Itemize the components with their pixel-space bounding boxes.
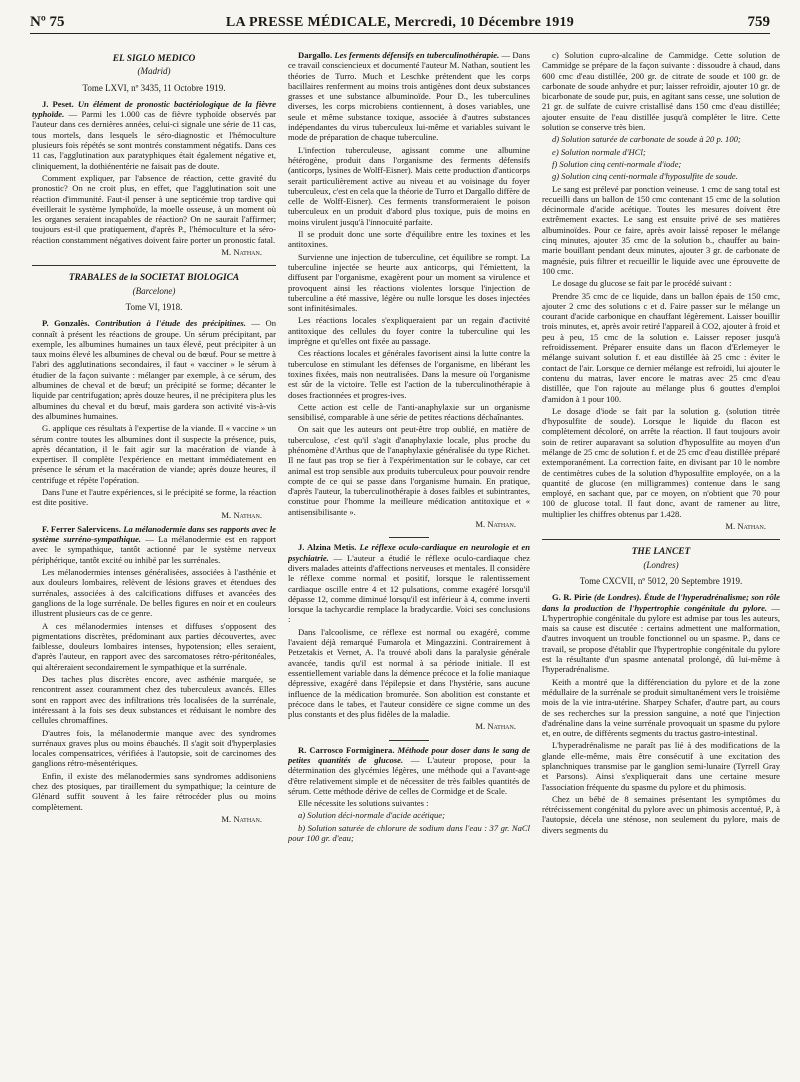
signature: M. Nathan. (221, 509, 262, 520)
article-paragraph: Les mélanodermies intenses généralisées, associées à l'asthénie et aux douleurs lombaires, relèvent de lésions graves et étendues des surrénales, associées à des calcifications diffuses et avancées des ganglions de la loge surrénale. De belles figures en noir et en couleurs illustrent plusieurs cas de ce genre. (32, 567, 276, 619)
article-paragraph: Dans l'une et l'autre expériences, si le précipité se forme, la réaction est dite positive. (32, 486, 276, 508)
article-paragraph: Des taches plus discrètes encore, avec asthénie marquée, se rencontrent assez couramment chez des tuberculeux avancés. Elles sont en rapport avec des infiltrations très localisées de la surrénale, intéressant à la fois ses deux substances et réduisant le nombre des cellules chromaffines. (32, 674, 276, 726)
source-title: TRABALES de la SOCIETAT BIOLOGICA (68, 273, 240, 284)
column-middle (288, 50, 530, 1076)
article-paragraph: g) Solution cinq centi-normale d'hyposulfite de soude. (552, 171, 738, 182)
article-paragraph: Comment expliquer, par l'absence de réaction, cette gravité du pronostic? On ne croit plus, en effet, que l'agglutination soit une réaction d'immunité. Faut-il penser à une septicémie trop tardive qui éveillerait le système lymphoïde, la moelle osseuse, à un moment où les organes seraient incapables de réaction? On ne saurait l'affirmer; toujours est-il que pratiquement, d'après P., l'hémoculture et la séro-réaction constamment négatives doivent faire porter un pronostic fatal. (32, 172, 276, 245)
article-paragraph: c) Solution cupro-alcaline de Cammidge. Cette solution de Cammidge se prépare de la façon suivante : dissoudre à chaud, dans 600 cmc d'eau distillée, 200 gr. de citrate de soude et 100 gr. de carbonate de soude anhydre et pur; laisser refroidir, ajouter 10 gr. de bicarbonate de soude pur, puis, en agitant sans cesse, une solution de 21 gr. de sulfate de cuivre cristallisé dans 150 cmc d'eau distillée; ajouter ensuite de l'eau distillée jusqu'à compléter le litre. Cette solution se conserve très bien. (542, 50, 780, 133)
article-title: Le réflexe oculo-cardiaque en neurologie et en psychiatrie. (288, 542, 530, 563)
article-paragraph: d) Solution saturée de carbonate de soude à 20 p. 100; (552, 134, 741, 145)
article-paragraph: a) Solution déci-normale d'acide acétique; (298, 810, 445, 821)
section-divider (389, 740, 429, 741)
signature: M. Nathan. (475, 519, 516, 530)
article-author: J. Peset. (42, 98, 74, 109)
source-issue: Tome VI, 1918. (125, 301, 183, 312)
column-right (542, 50, 780, 1076)
article-paragraph: Le sang est prélevé par ponction veineuse. 1 cmc de sang total est recueilli dans un ballon de 150 cmc contenant 15 cmc de la solution décinormale d'acide acétique. Toutes les mesures doivent être extrêmement exactes. Le sang est ensuite privé de ses matières albuminoïdes. Pour ce faire, après avoir laissé reposer le mélange cinq minutes, ajouter 35 cmc de la solution b., chauffer au bain-marie bouillant pendant deux minutes, ajouter 3 gr. de carbonate de magnésie, puis filtrer et recueillir le liquide avec une éprouvette de 100 cmc. (542, 183, 780, 276)
source-place: (Barcelone) (132, 285, 176, 296)
article-paragraph: Cette action est celle de l'anti-anaphylaxie sur un organisme sensibilisé, comparable à une série de petites réactions déchaînantes. (288, 401, 530, 423)
source-place: (Madrid) (137, 66, 171, 77)
article-author: G. R. Pirie (552, 592, 592, 603)
article-paragraph: L'hyperadrénalisme ne paraît pas lié à des modifications de la glande elle-même, mais être consécutif à une excitation des splanchniques transmise par le ganglion semi-lunaire (Tyrrell Gray et Parsons). Ainsi s'expliquerait dans une certaine mesure l'association fréquente du spasme du pylore et du phimosis. (542, 740, 780, 792)
article-paragraph: Le dosage d'iode se fait par la solution g. (solution titrée d'hyposulfite de soude). Lorsque le liquide du flacon est complètement décoloré, on arrête la réaction. Il faut toujours avoir soin de retirer auparavant sa solution d'hyposulfite au moyen d'un mélange de 25 cmc de solution f. et de 25 cmc d'eau distillée préparé extemporanément. La correction faite, en divisant par 10 le nombre de centimètres cubes de la solution d'hyposulfite employée, on a la quantité de glucose (en milligrammes) contenue dans le sang employé, en sachant que, par ce moyen, on n'obtient que 70 pour 100 de glucose total. Il faut donc, avant de ramener au litre, multiplier les chiffres obtenus par 1.428. (542, 405, 780, 519)
section-divider (32, 265, 276, 266)
article-paragraph: Enfin, il existe des mélanodermies sans syndromes addisoniens chez des ptosiques, par tiraillement du sympathique; la ceinture de Glénard suffit souvent à les faire rétrocéder plus ou moins complètement. (32, 770, 276, 812)
source-title: EL SIGLO MEDICO (112, 54, 196, 64)
page-header (30, 14, 770, 34)
article-paragraph: Chez un bébé de 8 semaines présentant les symptômes du rétrécissement congénital du pylore avec un phimosis accentué, P., à l'autopsie, décela une sténose, non seulement du pylore, mais de divers segments du (542, 793, 780, 835)
article-paragraph: Survienne une injection de tuberculine, cet équilibre se rompt. La tuberculine injectée se heurte aux anticorps, qui l'émiettent, la diffusent par l'organisme, exagèrent pour un moment sa virulence et provoquent ainsi les réactions violentes lorsque l'injection de tuberculine a été massive, légère ou nulle lorsque les doses injectées sont infinitésimales. (288, 251, 530, 314)
article-paragraph: J. Alzina Metis. Le réflexe oculo-cardiaque en neurologie et en psychiatrie. — L'auteur a étudié le réflexe oculo-cardiaque chez divers malades atteints d'affections nerveuses et mentales. Il considère le réflexe comme normal et positif, lorsque le ralentissement cardiaque oscille entre 4 et 12 pulsations, comme exagéré lorsqu'il dépasse 12, comme diminué lorsqu'il est inférieur à 4, comme inverti lorsque la tachycardie remplace la bradycardie. Voici ses conclusions : (288, 542, 530, 625)
signature: M. Nathan. (221, 813, 262, 824)
article-paragraph: Elle nécessite les solutions suivantes : (298, 798, 429, 809)
article-paragraph: Le dosage du glucose se fait par le procédé suivant : (552, 278, 732, 289)
column-left (32, 50, 276, 1076)
article-paragraph: f) Solution cinq centi-normale d'iode; (552, 158, 682, 169)
article-title: Les ferments défensifs en tuberculinothérapie. (334, 50, 500, 60)
article-paragraph: Les réactions locales s'expliqueraient par un regain d'activité antitoxique des cellules du foyer contre la tuberculine qui les imprègne et qu'elles ont fixée au passage. (288, 315, 530, 347)
article-author: P. Gonzalès. (42, 318, 90, 329)
article-paragraph: L'infection tuberculeuse, agissant comme une albumine hétérogène, produit dans l'organisme des ferments défensifs (anticorps, lysines de Wolff-Eisner). Mais cette production d'anticorps serait particulièrement active au niveau et au voisinage du foyer tuberculeux, c'est en cela que la théorie de Turro et Dargallo diffère de celle de Wolff-Eisner). Ces ferments transformeraient le poison tuberculeux en un produit d'abord plus toxique, puis de moins en moins virulent jusqu'à l'innocuité parfaite. (288, 144, 530, 227)
source-issue: Tome LXVI, nº 3435, 11 Octobre 1919. (82, 82, 226, 93)
article-paragraph: R. Carrosco Formiginera. Méthode pour doser dans le sang de petites quantités de glucose. — L'auteur propose, pour la détermination des glycémies légères, une méthode qui a l'avant-age d'être relativement simple et de nécessiter de très faibles quantités de sérum. Cette méthode dérive de celles de Cormidge et de Scale. (288, 744, 530, 796)
journal-title: LA PRESSE MÉDICALE, Mercredi, 10 Décembre 1919 (225, 15, 575, 30)
section-divider (542, 539, 780, 540)
article-paragraph: b) Solution saturée de chlorure de sodium dans l'eau : 37 gr. NaCl pour 100 gr. d'eau; (288, 822, 530, 844)
article-paragraph: F. Ferrer Salervicens. La mélanodermie dans ses rapports avec le système surréno-sympathique. — La mélanodermie est en rapport avec le sympathique, tantôt actionné par le système nerveux périphérique, tantôt excité ou inhibé par les surrénales. (32, 523, 276, 565)
article-author: F. Ferrer Salervicens. (42, 523, 121, 534)
article-paragraph: e) Solution normale d'HCl; (552, 146, 646, 157)
article-paragraph: A ces mélanodermies intenses et diffuses s'opposent des pigmentations discrètes, prédominant aux parties découvertes, avec faiblesse, douleurs lombaires intenses, hypotension; elles seraient, d'après l'auteur, en rapport avec des sarcomatoses rétro-péritonéales, qui altéreraient secondairement le sympathique et la surrénale. (32, 620, 276, 672)
signature: M. Nathan. (221, 247, 262, 258)
article-paragraph: P. Gonzalès. Contribution à l'étude des précipitines. — On connaît à présent les réactions de groupe. Un sérum précipitant, par exemple, les albumines humaines un taux élevé, peut précipiter à un taux moins élevé les albumines de cheval ou de bœuf. Pour se mettre à l'abri des agglutinations secondaires, il faut « vacciner » le sérum à étudier de la façon suivante : mélanger par exemple, à ce sérum, des albumines de cheval et de bœuf; un précipité se forme; décanter le liquide par centrifugation; après douze heures, il ne précipitera plus les albumines du cheval et du bœuf, mais gardera son activité vis-à-vis des albumines humaines. (32, 318, 276, 421)
source-place: (Londres) (643, 559, 679, 570)
article-paragraph: J. Peset. Un élément de pronostic bactériologique de la fièvre typhoïde. — Parmi les 1.000 cas de fièvre typhoïde observés par l'auteur dans ces dernières années, celui-ci signale une série de 11 cas, tous mortels, dans lesquels le séro-diagnostic et l'hémoculture plusieurs fois répétés se sont montrés constamment négatifs. Dans ces 11 cas, l'agglutination aux paratyphiques était également négative et, cliniquement, la dothiénentérie ne faisait pas de doute. (32, 98, 276, 171)
issue-number: Nº 75 (30, 14, 65, 30)
article-title: La mélanodermie dans ses rapports avec le système surréno-sympathique. (32, 523, 276, 545)
article-title: Un élément de pronostic bactériologique de la fièvre typhoïde. (32, 98, 276, 120)
source-issue: Tome CXCVII, nº 5012, 20 Septembre 1919. (579, 575, 743, 586)
article-author: Dargallo. (298, 50, 333, 60)
article-paragraph: Prendre 35 cmc de ce liquide, dans un ballon épais de 150 cmc, ajouter 2 cmc des solutions c et d. Faire passer sur le mélange un courant d'acide carbonique en chauffant légèrement. Laisser bouillir trois minutes, et, après avoir retiré l'appareil à CO2, ajouter à froid et peu à peu, 15 cmc de la solution e. Laisser reposer jusqu'à refroidissement. Préparer ensuite dans un flacon d'Erlemeyer le mélange suivant solution f. et eau distillée àà 25 cmc : éviter le contact de l'air. Lorsque ce dernier mélange est refroidi, lui ajouter le contenu du matras, laver encore le matras avec 25 cmc d'eau distillée, que l'on rajoute au mélange plus 6 gouttes d'emploi d'amidon à 1 pour 100. (542, 290, 780, 404)
article-paragraph: Il se produit donc une sorte d'équilibre entre les toxines et les antitoxines. (288, 229, 530, 250)
article-paragraph: Ces réactions locales et générales favorisent ainsi la lutte contre la tuberculose en stimulant les défenses de l'organisme, en libérant les toxines fixées, mais non neutralisées. Dans la mesure où l'organisme est sûr de la victoire. Telle est l'action de la tuberculinothérapie à doses fractionnées et progres-ives. (288, 348, 530, 400)
article-paragraph: Dans l'alcoolisme, ce réflexe est normal ou exagéré, comme l'avaient déjà remarqué Fumarola et Mingazzini. Contrairement à Petzetakis et Vernet, A. l'a trouvé aboli dans la paralysie générale avancée, tandis qu'il est normal à sa période initiale. Il est essentiellement variable dans la démence précoce et la folie maniaque dépressive, exagéré dans l'épilepsie et dans l'hystérie, sans aucune influence de la médication bromurée. Son abolition est constante et précoce dans le tabes, et l'auteur considère ce signe comme un des plus constants et des plus fidèles de la maladie. (288, 626, 530, 720)
article-title: Méthode pour doser dans le sang de petites quantités de glucose. (288, 744, 530, 765)
signature: M. Nathan. (475, 721, 516, 732)
article-author: R. Carrosco Formiginera. (298, 744, 395, 755)
article-paragraph: D'autres fois, la mélanodermie manque avec des syndromes surrénaux graves plus ou moins ébauchés. Il s'agit soit d'hyperplasies locales compensatrices, vérifiées à l'autopsie, soit de carcinomes des ganglions rétro-mésentériques. (32, 727, 276, 769)
article-paragraph: Dargallo. Les ferments défensifs en tuberculinothérapie. — Dans ce travail consciencieux et documenté l'auteur M. Nathan, soutient les théories de Turro. Much et Leschke prétendent que les corps bacillaires renferment au moins trois antigènes dont deux substances grasses et une substance albuminoïde. Pour D., les tuberculines diverses, les corps microbiens contiennent, à doses variables, une seule et même substance toxique, associée à d'autres substances indépendantes du virus tuberculeux lui-même et variables suivant le mode de préparation de chaque tuberculine. (288, 50, 530, 143)
page-number: 759 (747, 14, 770, 30)
article-paragraph: G. applique ces résultats à l'expertise de la viande. Il « vaccine » un sérum contre toutes les albumines dont il suspecte la présence, puis, après décantation, il le fait agir sur la macération de viande à expertiser. Il complète l'expérience en mettant immédiatement en présence le sérum et la macération de viande; après douze heures, il centrifuge et répète l'opération. (32, 423, 276, 485)
source-title: THE LANCET (631, 547, 691, 558)
article-paragraph: On sait que les auteurs ont peut-être trop oublié, en matière de tuberculose, c'est qu'il s'agit d'anaphylaxie locale, plus proche du phénomène d'Arthus que de l'anaphylaxie généralisée du type Richet. Il ne faut pas trop se fier à l'expérimentation sur le cobaye, car cet animal est trop sensible aux produits tuberculeux pour pouvoir rendre compte de ce qui se passe dans l'organisme humain. En pratique, d'après l'auteur, la tuberculinothérapie à doses faibles et subintrantes, constitue pour l'homme la meilleure médication antitoxique et « antisensibilisante ». (288, 424, 530, 517)
article-paragraph: Keith a montré que la différenciation du pylore et de la zone médullaire de la surrénale se produit simultanément vers le troisième mois de la vie intra-utérine. Sharpey Schafer, d'autre part, au cours de ses recherches sur la pression sanguine, a noté que l'injection d'adrénaline dans la veine surrénale provoquait un spasme du pylore et, en outre, de différents segments du tractus gastro-intestinal. (542, 676, 780, 739)
article-paragraph: G. R. Pirie (de Londres). Étude de l'hyperadrénalisme; son rôle dans la production de l'hypertrophie congénitale du pylore. — L'hypertrophie congénitale du pylore est admise par tous les auteurs, mais sa cause est discutée : certains admettent une malformation, d'autres invoquent un trouble fonctionnel ou un spasme. P., dans ce travail, se propose d'établir que l'hypertrophie congénitale du pylore est la résultante d'un spasme antenatal prolongé, dû lui-même à l'hyperadrénalisme. (542, 592, 780, 675)
article-title: Contribution à l'étude des précipitines. (95, 318, 246, 329)
signature: M. Nathan. (725, 521, 766, 532)
article-title: (de Londres). Étude de l'hyperadrénalisme; son rôle dans la production de l'hypertrophie congénitale du pylore. (542, 592, 780, 613)
article-author: J. Alzina Metis. (298, 542, 357, 553)
section-divider (389, 537, 429, 538)
